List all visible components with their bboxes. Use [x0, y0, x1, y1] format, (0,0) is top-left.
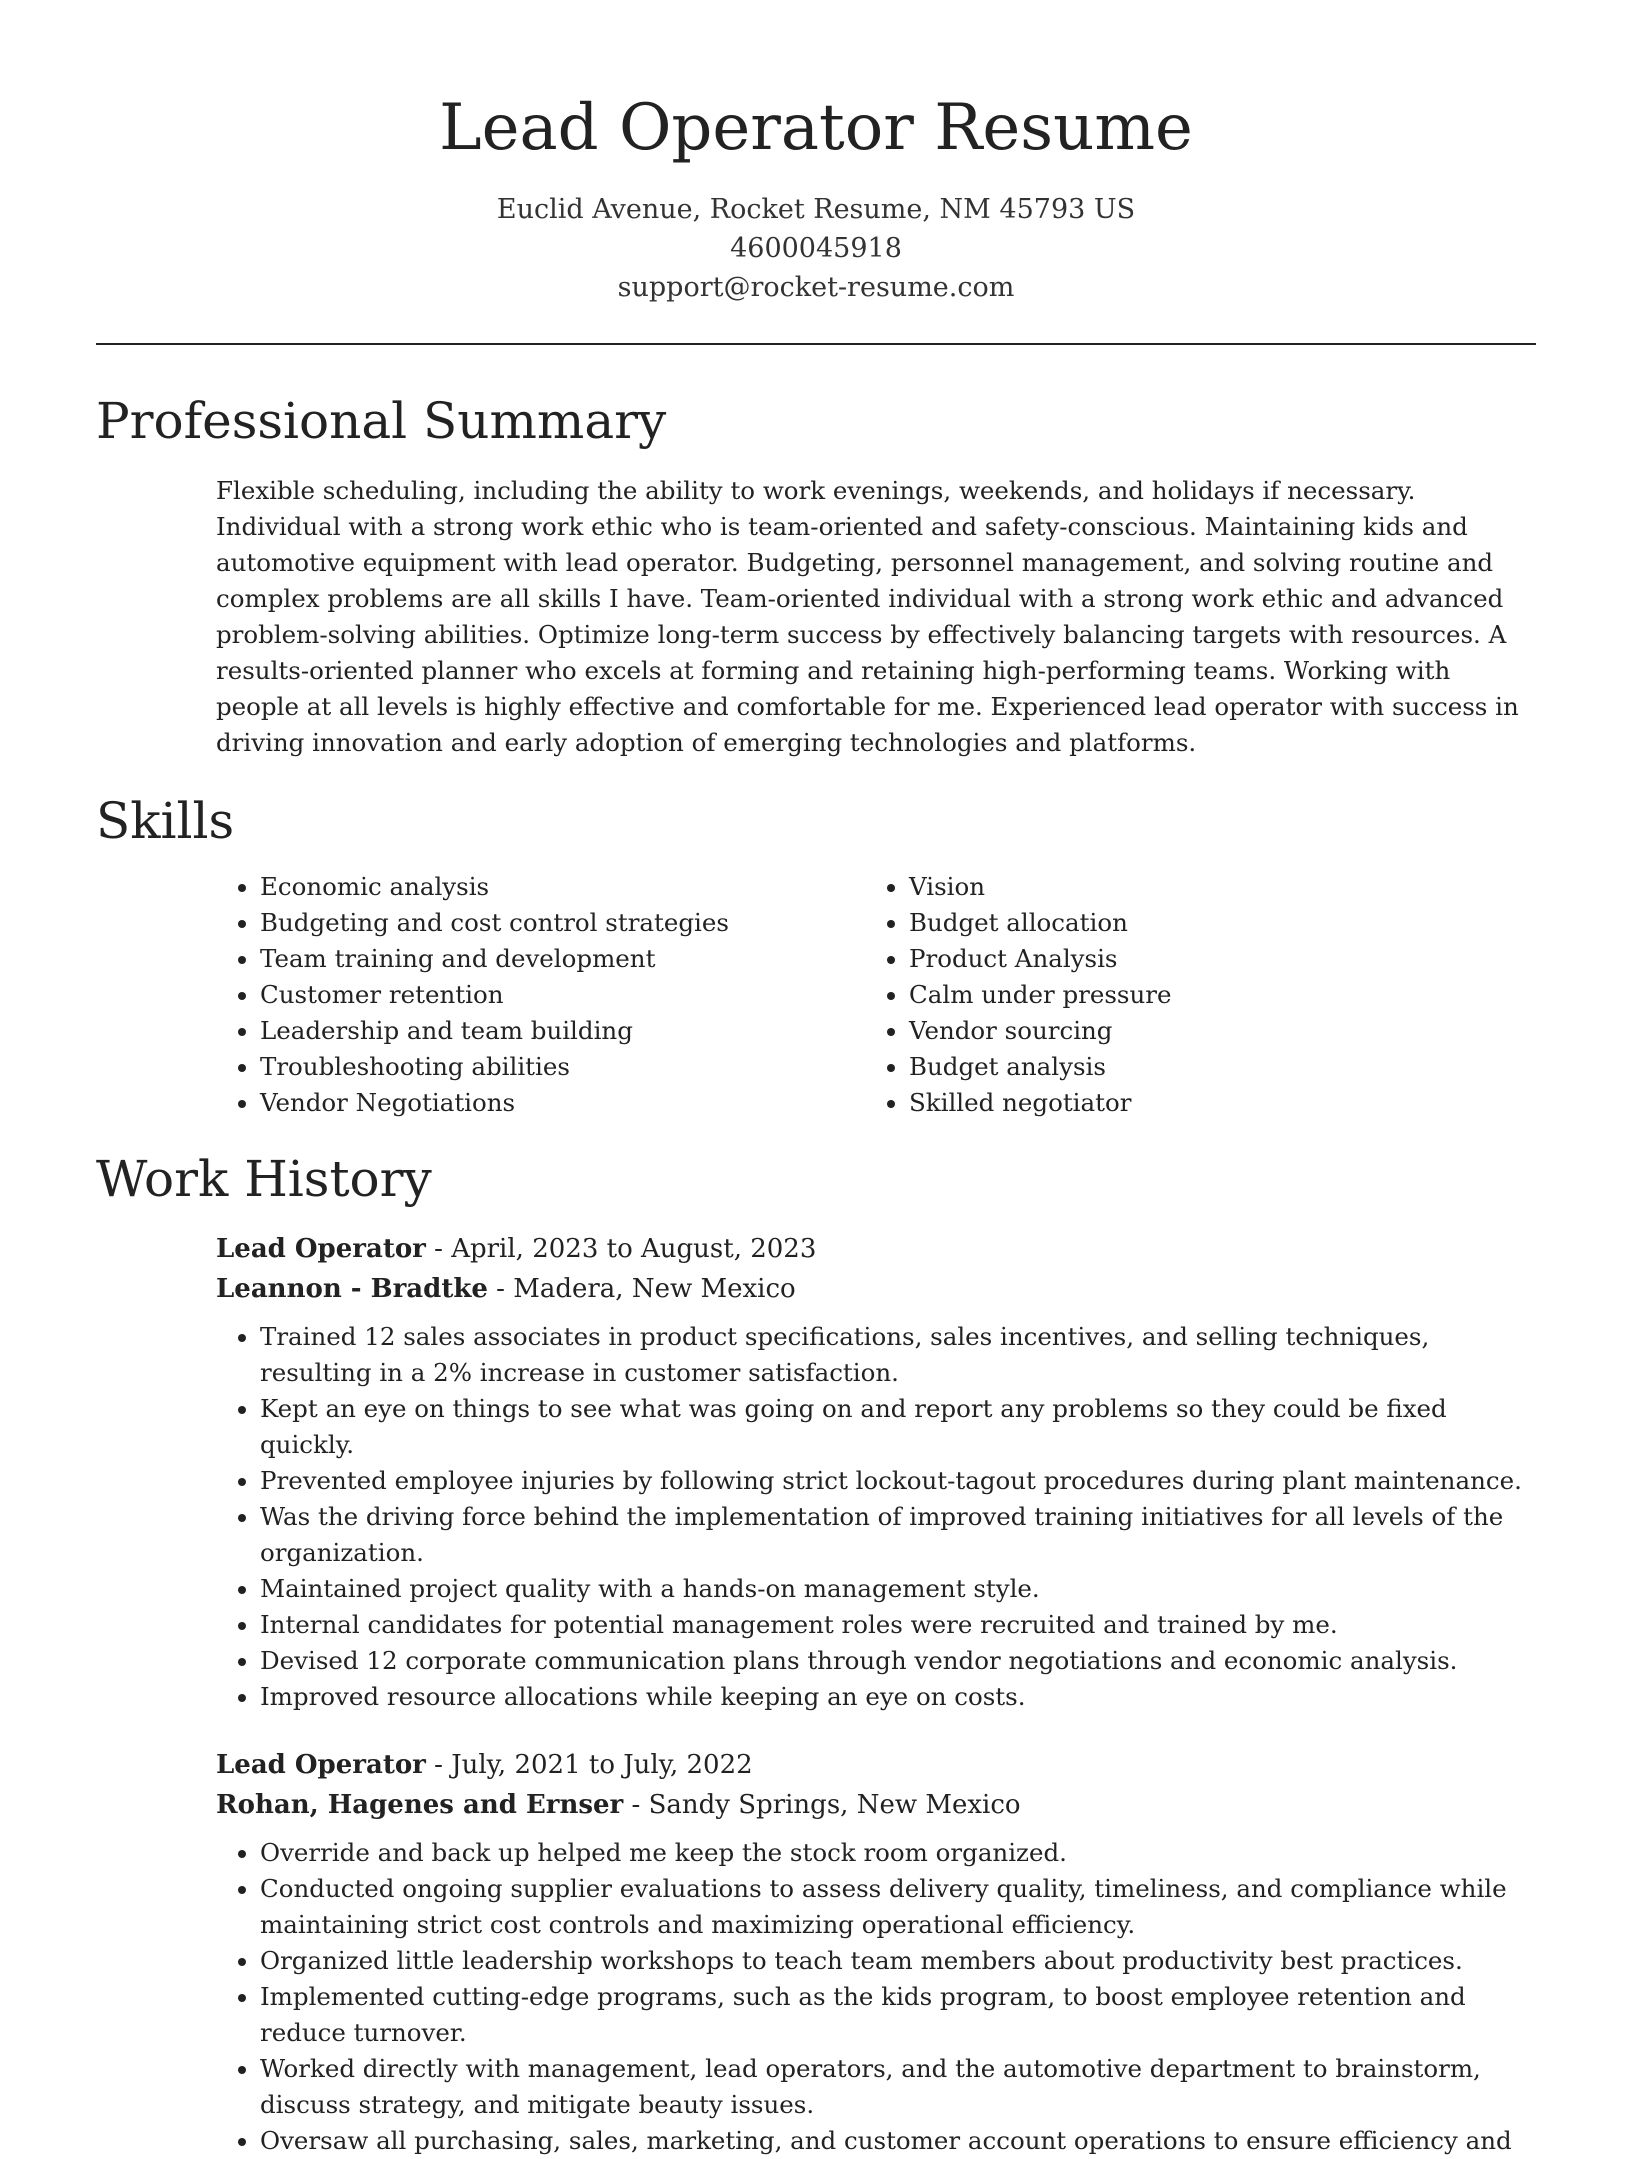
- job-bullet: • Override and back up helped me keep the stock room organized.: [260, 1835, 1536, 1871]
- skill-item: • Economic analysis: [260, 869, 865, 905]
- work-history-heading: Work History: [96, 1150, 432, 1208]
- job-role: Lead Operator: [216, 1234, 426, 1264]
- header-divider: [96, 343, 1536, 345]
- job-title-line: [216, 1745, 1536, 1785]
- job-company: Leannon - Bradtke: [216, 1274, 488, 1304]
- job-bullet: • Implemented cutting-edge programs, such as the kids program, to boost employee retention and reduce turnover.: [260, 1979, 1536, 2051]
- resume-title: Lead Operator Resume: [439, 91, 1193, 165]
- job-bullet: • Trained 12 sales associates in product specifications, sales incentives, and selling techniques, resulting in a 2% increase in customer satisfaction.: [260, 1319, 1536, 1391]
- skill-item: • Calm under pressure: [909, 977, 1509, 1013]
- job-bullet: • Prevented employee injuries by following strict lockout-tagout procedures during plant maintenance.: [260, 1463, 1536, 1499]
- job-bullets: [216, 1319, 1536, 1715]
- job-bullet: • Was the driving force behind the implementation of improved training initiatives for all levels of the organization.: [260, 1499, 1536, 1571]
- job-bullet: • Worked directly with management, lead operators, and the automotive department to brainstorm, discuss strategy, and mitigate beauty issues.: [260, 2051, 1536, 2123]
- job-company: Rohan, Hagenes and Ernser: [216, 1790, 624, 1820]
- skills-list: [216, 869, 1536, 1121]
- contact-email[interactable]: support@rocket-resume.com: [617, 272, 1015, 303]
- job-bullets: [216, 1835, 1536, 2159]
- job-bullet: • Kept an eye on things to see what was going on and report any problems so they could be fixed quickly.: [260, 1391, 1536, 1463]
- job-dates: - April, 2023 to August, 2023: [425, 1234, 817, 1264]
- contact-phone: 4600045918: [730, 233, 902, 264]
- job-bullet: • Oversaw all purchasing, sales, marketing, and customer account operations to ensure efficiency and: [260, 2123, 1536, 2159]
- summary-text: Flexible scheduling, including the ability to work evenings, weekends, and holidays if necessary. Individual with a strong work ethic who is team-oriented and safety-conscious. Maintaining kids and automotive equipment with lead operator. Budgeting, personnel management, and solving routine and complex problems are all skills I have. Team-oriented individual with a strong work ethic and advanced problem-solving abilities. Optimize long-term success by effectively balancing targets with resources. A results-oriented planner who excels at forming and retaining high-performing teams. Working with people at all levels is highly effective and comfortable for me. Experienced lead operator with success in driving innovation and early adoption of emerging technologies and platforms.: [216, 476, 1519, 757]
- contact-address: Euclid Avenue, Rocket Resume, NM 45793 US: [496, 194, 1136, 225]
- job-bullet: • Organized little leadership workshops to teach team members about productivity best practices.: [260, 1943, 1536, 1979]
- job-bullet: • Maintained project quality with a hands-on management style.: [260, 1571, 1536, 1607]
- skill-item: • Vision: [909, 869, 1509, 905]
- job-company-line: [216, 1269, 1536, 1309]
- skill-item: • Vendor Negotiations: [260, 1085, 865, 1121]
- resume-page: [96, 0, 1536, 2159]
- skill-item: • Troubleshooting abilities: [260, 1049, 865, 1085]
- skill-item: • Team training and development: [260, 941, 865, 977]
- skill-item: • Leadership and team building: [260, 1013, 865, 1049]
- skill-item: • Vendor sourcing: [909, 1013, 1509, 1049]
- skills-heading: Skills: [96, 792, 235, 850]
- job-location: - Sandy Springs, New Mexico: [623, 1790, 1021, 1820]
- summary-heading: Professional Summary: [96, 392, 667, 450]
- job-title-line: [216, 1229, 1536, 1269]
- job-bullet: • Internal candidates for potential management roles were recruited and trained by me.: [260, 1607, 1536, 1643]
- job-entry: [216, 1745, 1536, 2159]
- skill-item: • Product Analysis: [909, 941, 1509, 977]
- skills-column-right: [865, 869, 1509, 1121]
- skills-column-left: [216, 869, 865, 1121]
- job-entry: [216, 1229, 1536, 1715]
- job-role: Lead Operator: [216, 1750, 426, 1780]
- job-company-line: [216, 1785, 1536, 1825]
- resume-header: [96, 0, 1536, 307]
- job-location: - Madera, New Mexico: [487, 1274, 796, 1304]
- skill-item: • Customer retention: [260, 977, 865, 1013]
- job-bullet: • Conducted ongoing supplier evaluations to assess delivery quality, timeliness, and compliance while maintaining strict cost controls and maximizing operational efficiency.: [260, 1871, 1536, 1943]
- skill-item: • Skilled negotiator: [909, 1085, 1509, 1121]
- skill-item: • Budget analysis: [909, 1049, 1509, 1085]
- skill-item: • Budget allocation: [909, 905, 1509, 941]
- job-bullet: • Improved resource allocations while keeping an eye on costs.: [260, 1679, 1536, 1715]
- job-bullet: • Devised 12 corporate communication plans through vendor negotiations and economic analysis.: [260, 1643, 1536, 1679]
- job-dates: - July, 2021 to July, 2022: [425, 1750, 753, 1780]
- skill-item: • Budgeting and cost control strategies: [260, 905, 865, 941]
